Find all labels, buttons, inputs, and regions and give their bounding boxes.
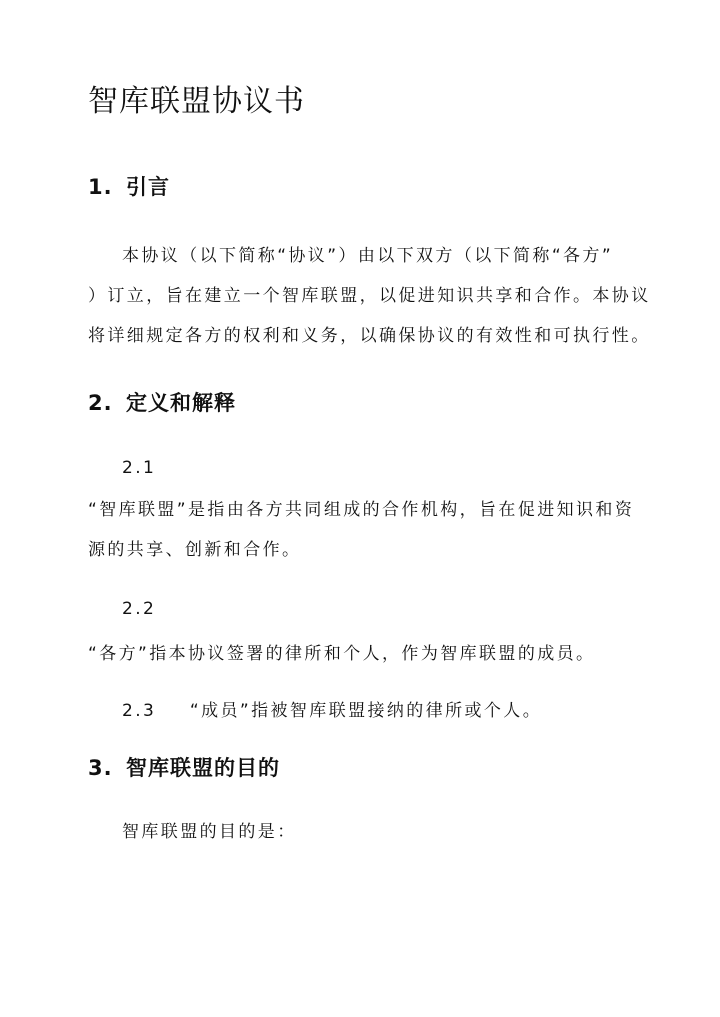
definition-2-2-label: 2.2 (122, 599, 157, 619)
section-2-title: 定义和解释 (126, 391, 236, 415)
section-2-number: 2. (88, 391, 113, 415)
section-1-paragraph (88, 236, 651, 356)
section-1-paragraph-line: 本协议（以下简称“协议”）由以下双方（以下简称“各方” (122, 246, 614, 266)
section-1-number: 1. (88, 175, 113, 199)
definition-2-1-line: 源的共享、创新和合作。 (88, 540, 302, 560)
definition-2-3-label: 2.3 (122, 701, 157, 721)
section-1-paragraph-line: 将详细规定各方的权利和义务，以确保协议的有效性和可执行性。 (88, 326, 651, 346)
definition-2-2-text (88, 634, 633, 674)
section-2-heading (88, 391, 236, 416)
definition-2-3-text: “成员”指被智库联盟接纳的律所或个人。 (189, 701, 543, 721)
document-title: 智库联盟协议书 (88, 84, 305, 119)
definition-2-2-line: “各方”指本协议签署的律所和个人，作为智库联盟的成员。 (88, 644, 596, 664)
section-3-number: 3. (88, 756, 113, 780)
section-3-title: 智库联盟的目的 (126, 756, 280, 780)
definition-2-1-line: “智库联盟”是指由各方共同组成的合作机构，旨在促进知识和资 (88, 500, 635, 520)
section-1-title: 引言 (126, 175, 170, 199)
section-3-heading (88, 756, 280, 781)
definition-2-1-text (88, 490, 633, 570)
section-1-heading (88, 175, 170, 200)
section-3-paragraph-line: 智库联盟的目的是： (122, 822, 297, 842)
definition-2-1-label: 2.1 (122, 458, 157, 478)
section-3-paragraph (122, 812, 622, 852)
definition-2-3 (122, 691, 632, 731)
section-1-paragraph-line: ）订立，旨在建立一个智库联盟，以促进知识共享和合作。本协议 (88, 286, 651, 306)
